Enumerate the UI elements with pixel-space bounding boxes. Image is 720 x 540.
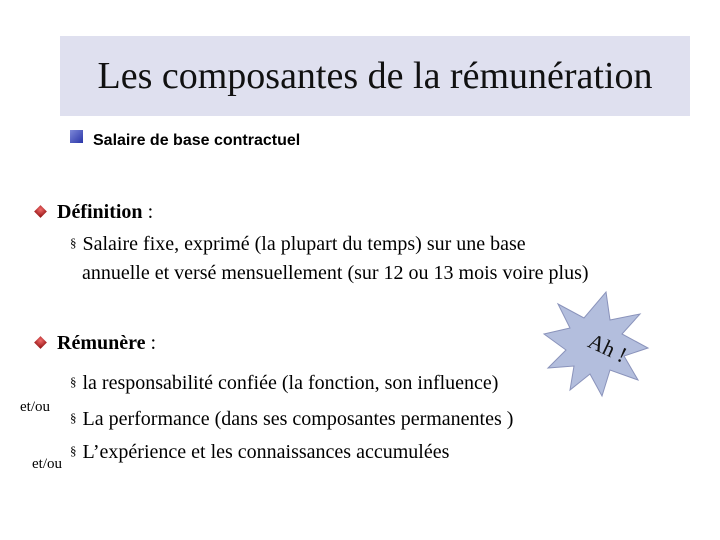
diamond-bullet-icon — [34, 336, 47, 349]
section-bullet-icon: § — [70, 374, 77, 389]
definition-text-1: Salaire fixe, exprimé (la plupart du temps) sur une base — [82, 233, 526, 255]
remunere-item-2 — [70, 408, 513, 431]
remunere-item-1 — [70, 372, 498, 395]
slide-subtitle: Salaire de base contractuel — [93, 132, 301, 149]
definition-line-1 — [70, 233, 526, 256]
remunere-item-text: la responsabilité confiée (la fonction, son influence) — [82, 372, 499, 394]
diamond-bullet-icon — [34, 205, 47, 218]
remunere-label: Rémunère — [57, 332, 146, 354]
remunere-item-3 — [70, 441, 449, 464]
square-bullet-icon — [70, 130, 83, 143]
section-bullet-icon: § — [70, 235, 77, 250]
section-bullet-icon: § — [70, 410, 77, 425]
definition-colon: : — [142, 201, 154, 223]
definition-label: Définition — [57, 201, 143, 223]
callout-text: Ah ! — [584, 328, 631, 368]
connector-et-ou: et/ou — [32, 456, 62, 472]
section-bullet-icon: § — [70, 443, 77, 458]
definition-line-2: annuelle et versé mensuellement (sur 12 ou 13 mois voire plus) — [82, 262, 589, 284]
connector-et-ou: et/ou — [20, 399, 50, 415]
slide-title: Les composantes de la rémunération — [97, 55, 653, 97]
remunere-item-text: La performance (dans ses composantes permanentes ) — [82, 408, 514, 430]
remunere-colon: : — [145, 332, 157, 354]
remunere-heading — [57, 332, 156, 355]
definition-heading — [57, 201, 153, 224]
starburst-callout — [540, 288, 650, 398]
remunere-item-text: L’expérience et les connaissances accumulées — [82, 441, 450, 463]
title-banner — [60, 36, 690, 116]
